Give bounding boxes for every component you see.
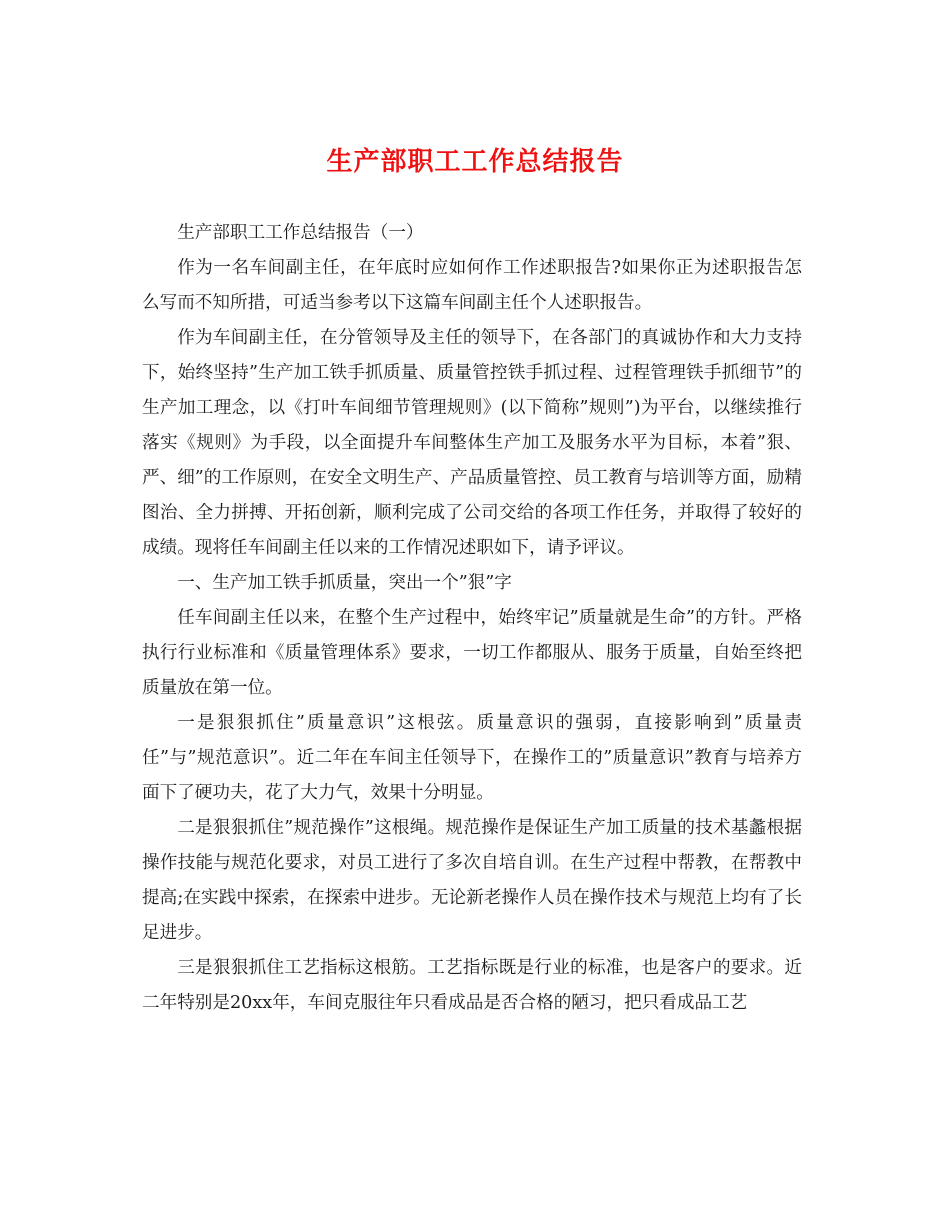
document-title: 生产部职工工作总结报告 <box>326 147 624 177</box>
paragraph-point-3: 三是狠狠抓住工艺指标这根筋。工艺指标既是行业的标准，也是客户的要求。近二年特别是20xx年，车间克服往年只看成品是否合格的陋习，把只看成品工艺 <box>142 958 802 1013</box>
paragraph-point-2: 二是狠狠抓住”规范操作”这根绳。规范操作是保证生产加工质量的技术基蠡根据操作技能与规范化要求，对员工进行了多次自培自训。在生产过程中帮教，在帮教中提高;在实践中探索，在探索中进步。无论新老操作人员在操作技术与规范上均有了长足进步。 <box>142 818 802 943</box>
paragraph-intro: 作为一名车间副主任，在年底时应如何作工作述职报告?如果你正为述职报告怎么写而不知所措，可适当参考以下这篇车间副主任个人述职报告。 <box>142 258 802 313</box>
paragraph-subtitle: 生产部职工工作总结报告（一） <box>177 223 424 243</box>
section-heading-1: 一、生产加工铁手抓质量，突出一个”狠”字 <box>177 573 512 593</box>
paragraph-overview: 作为车间副主任，在分管领导及主任的领导下，在各部门的真诚协作和大力支持下，始终坚持”生产加工铁手抓质量、质量管控铁手抓过程、过程管理铁手抓细节”的生产加工理念，以《打叶车间细节管理规则》(以下简称”规则”)为平台，以继续推行落实《规则》为手段，以全面提升车间整体生产加工及服务水平为目标，本着”狠、严、细”的工作原则，在安全文明生产、产品质量管控、员工教育与培训等方面，励精图治、全力拼搏、开拓创新，顺利完成了公司交给的各项工作任务，并取得了较好的成绩。现将任车间副主任以来的工作情况述职如下，请予评议。 <box>142 328 802 558</box>
document-body <box>142 216 802 1021</box>
paragraph-point-1: 一是狠狠抓住”质量意识”这根弦。质量意识的强弱，直接影响到”质量责任”与”规范意识”。近二年在车间主任领导下，在操作工的”质量意识”教育与培养方面下了硬功夫，花了大力气，效果十分明显。 <box>142 713 802 803</box>
paragraph-quality-policy: 任车间副主任以来，在整个生产过程中，始终牢记”质量就是生命”的方针。严格执行行业标准和《质量管理体系》要求，一切工作都服从、服务于质量，自始至终把质量放在第一位。 <box>142 608 802 698</box>
